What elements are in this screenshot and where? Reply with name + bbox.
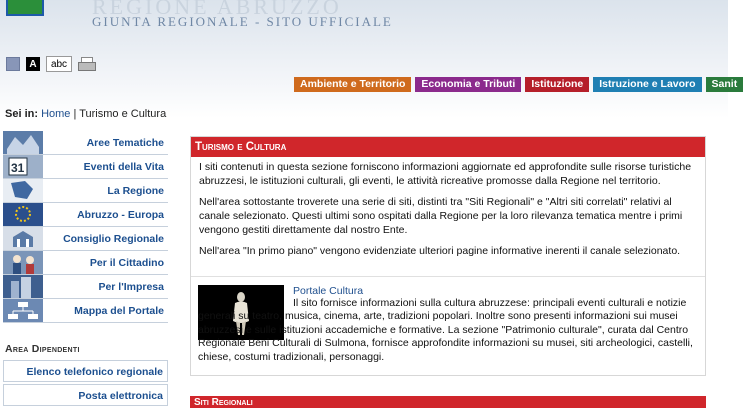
top-navigation [294, 77, 743, 92]
sidebar-item-label: Per l'Impresa [98, 281, 164, 293]
sidebar-item-label: Mappa del Portale [74, 305, 164, 317]
sidebar-item-label: Per il Cittadino [89, 257, 164, 269]
breadcrumb [5, 108, 166, 120]
link-elenco-telefonico[interactable] [3, 360, 168, 382]
sidebar-item-per-impresa[interactable] [3, 275, 168, 299]
business-icon [3, 275, 43, 298]
sidebar-item-eventi-della-vita[interactable] [3, 155, 168, 179]
breadcrumb-label: Sei in: [5, 108, 39, 120]
council-icon [3, 227, 43, 250]
main-content-panel [190, 136, 706, 376]
nav-istruzione-lavoro[interactable]: Istruzione e Lavoro [593, 77, 701, 92]
link-posta-elettronica[interactable] [3, 384, 168, 406]
intro-text [191, 157, 705, 271]
dep-item-label: Posta elettronica [78, 390, 163, 402]
breadcrumb-separator: | [73, 108, 77, 120]
svg-text:31: 31 [11, 161, 25, 175]
dep-item-label: Elenco telefonico regionale [26, 366, 163, 378]
site-header [0, 0, 738, 120]
breadcrumb-home-link[interactable]: Home [41, 108, 71, 120]
calendar-icon [3, 155, 43, 178]
sidebar-item-la-regione[interactable] [3, 179, 168, 203]
area-dipendenti-title: Area Dipendenti [5, 343, 80, 355]
siti-regionali-header: Siti Regionali [190, 396, 706, 408]
sidebar-item-label: Consiglio Regionale [63, 233, 164, 245]
nav-istituzione[interactable]: Istituzione [525, 77, 589, 92]
contrast-toggle-button[interactable] [6, 57, 20, 71]
region-map-icon [3, 179, 43, 202]
intro-paragraph: I siti contenuti in questa sezione forniscono informazioni aggiornate ed approfondite sulle risorse turistiche abruzzesi, le istituzioni culturali, gli eventi, le attività ricreative promosse dalla Regione nel territorio. [199, 161, 692, 187]
text-size-button[interactable]: A [26, 57, 40, 71]
map-icon [3, 131, 43, 154]
accessibility-tools [6, 56, 94, 72]
europe-icon [3, 203, 43, 226]
sitemap-icon [3, 299, 43, 322]
citizen-icon [3, 251, 43, 274]
portal-description: Il sito fornisce informazioni sulla cultura abruzzese: principali eventi culturali e notizie generali su teatro, musica, cinema, arte, tradizioni popolari. Inoltre sono presenti informazioni sui musei abruzzesi e sulle istituzioni accademiche e formative. La sezione "Patrimonio culturale", curata dal Centro Regionale Beni Culturali di Sulmona, fornisce approfondite informazioni su musei, siti archeologici, castelli, chiese, costumi tradizionali, personaggi. [198, 297, 693, 363]
portal-cultura-link[interactable]: Portale Cultura [293, 285, 364, 297]
sidebar-item-mappa-portale[interactable] [3, 299, 168, 323]
site-name: REGIONE ABRUZZO [92, 0, 342, 19]
sidebar-nav [3, 131, 168, 323]
region-logo[interactable] [6, 0, 44, 16]
sidebar-item-aree-tematiche[interactable] [3, 131, 168, 155]
nav-ambiente-territorio[interactable]: Ambiente e Territorio [294, 77, 411, 92]
sidebar-item-label: Abruzzo - Europa [77, 209, 164, 221]
print-icon[interactable] [78, 57, 94, 71]
site-subtitle: GIUNTA REGIONALE - SITO UFFICIALE [92, 14, 393, 29]
sidebar-item-abruzzo-europa[interactable] [3, 203, 168, 227]
sidebar-item-label: La Regione [107, 185, 164, 197]
nav-sanita[interactable]: Sanit [706, 77, 743, 92]
sidebar-item-label: Aree Tematiche [86, 137, 164, 149]
intro-paragraph: Nell'area "In primo piano" vengono evidenziate ulteriori pagine informative inerenti il canale selezionato. [199, 245, 681, 258]
intro-paragraph: Nell'area sottostante troverete una serie di siti, distinti tra "Siti Regionali" e "Altri siti correlati" relativi al canale selezionato. Questi ultimi sono ospitati dalla Regione per la loro rilevanza tematica mentre i primi vengono gestiti direttamente dal nostro Ente. [199, 196, 683, 236]
sidebar-item-label: Eventi della Vita [83, 161, 164, 173]
breadcrumb-current: Turismo e Cultura [79, 108, 167, 120]
portal-cultura-card [191, 276, 705, 363]
sidebar-item-per-il-cittadino[interactable] [3, 251, 168, 275]
text-only-button[interactable]: abc [46, 56, 72, 72]
sidebar-item-consiglio-regionale[interactable] [3, 227, 168, 251]
page-title: Turismo e Cultura [191, 137, 705, 157]
nav-economia-tributi[interactable]: Economia e Tributi [415, 77, 521, 92]
